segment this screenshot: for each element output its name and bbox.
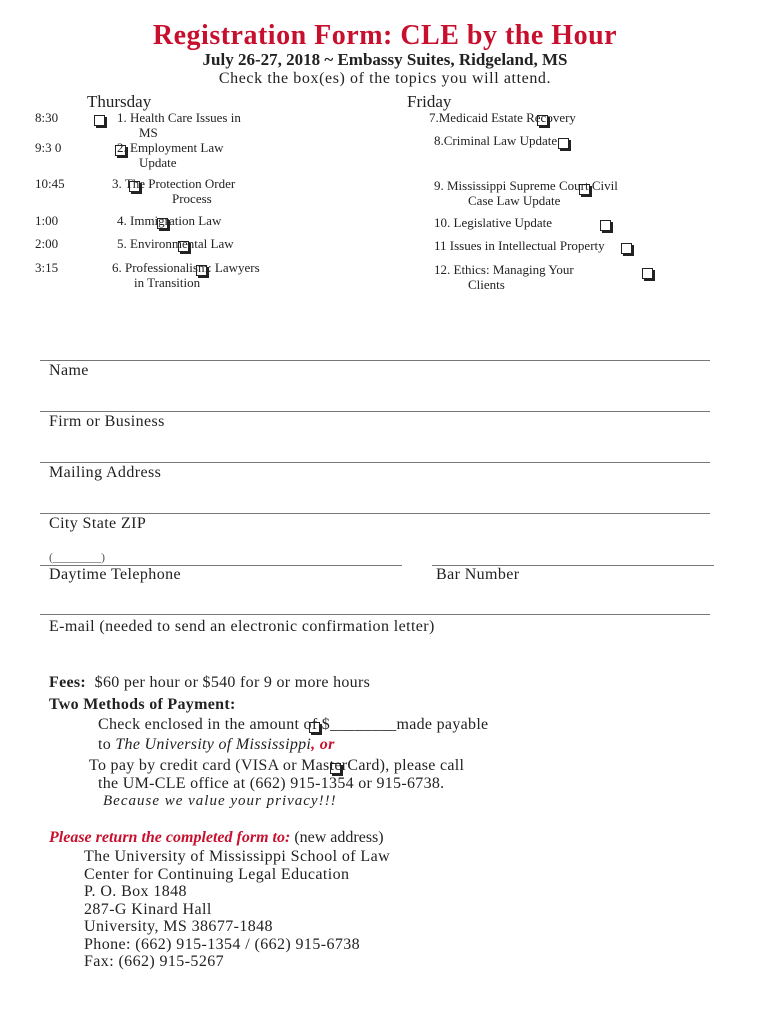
address-line: Center for Continuing Legal Education [84,865,350,883]
address-line: P. O. Box 1848 [84,883,187,900]
name-label: Name [49,362,89,379]
topic-10-label: 10. Legislative Update [434,215,553,230]
topic-7-label: 7.Medicaid Estate Recovery [429,110,576,125]
return-address [84,848,390,971]
topic-11-checkbox[interactable] [621,243,632,254]
form-title: Registration Form: CLE by the Hour [152,20,618,51]
check-line-1: Check enclosed in the amount of $________made payable [98,716,489,733]
session-time: 10:45 [35,176,65,191]
topic-1-checkbox[interactable] [94,115,105,126]
session-time: 2:00 [35,236,59,251]
phone-area-code-blank: (________) [49,550,105,564]
email-label: E-mail (needed to send an electronic confirmation letter) [49,618,435,635]
city-state-zip-input-line[interactable] [40,513,710,514]
topic-2-label: 2. Employment Law Update [117,140,224,170]
topic-1-label: 1. Health Care Issues in MS [117,110,241,140]
mailing-address-label: Mailing Address [49,464,162,481]
session-time: 9:3 0 [35,140,62,155]
topic-9-label: 9. Mississippi Supreme Court Civil Case Law Update [434,178,618,208]
session-time: 8:30 [35,110,59,125]
city-state-zip-label: City State ZIP [49,515,147,532]
return-heading: Please return the completed form to: (new address) [49,829,384,846]
topic-5-label: 5. Environmental Law [117,236,234,251]
address-line: University, MS 38677-1848 [84,918,273,935]
firm-input-line[interactable] [40,411,710,412]
address-line: The University of Mississippi School of Law [84,848,391,865]
thursday-heading: Thursday [87,92,152,111]
session-time: 1:00 [35,213,59,228]
topic-8-checkbox[interactable] [558,138,569,149]
fees-line: Fees: $60 per hour or $540 for 9 or more hours [49,674,371,691]
card-line-1: To pay by credit card (VISA or MasterCard), please call [89,757,465,774]
topic-11-label: 11 Issues in Intellectual Property [434,238,605,253]
address-line: Fax: (662) 915-5267 [84,953,225,970]
topic-12-checkbox[interactable] [642,268,653,279]
instruction-text: Check the box(es) of the topics you will attend. [218,70,552,87]
topic-4-label: 4. Immigration Law [117,213,222,228]
address-line: Phone: (662) 915-1354 / (662) 915-6738 [84,935,361,953]
friday-heading: Friday [407,92,452,111]
privacy-note: Because we value your privacy!!! [103,793,337,809]
session-time: 3:15 [35,260,59,275]
topic-12-label: 12. Ethics: Managing Your Clients [434,262,574,292]
card-line-2: the UM-CLE office at (662) 915-1354 or 915-6738. [98,775,445,792]
phone-label: Daytime Telephone [49,566,182,583]
topic-3-label: 3. The Protection Order Process [112,176,236,206]
firm-label: Firm or Business [49,413,165,430]
name-input-line[interactable] [40,360,710,361]
email-input-line[interactable] [40,614,710,615]
address-line: 287-G Kinard Hall [84,900,212,918]
topic-10-checkbox[interactable] [600,220,611,231]
mailing-address-input-line[interactable] [40,462,710,463]
topic-8-label: 8.Criminal Law Update [434,133,558,148]
check-line-2: to The University of Mississippi, or [98,736,335,753]
bar-number-label: Bar Number [436,566,520,583]
payment-methods-title: Two Methods of Payment: [49,696,236,713]
topic-6-label: 6. Professionalism: Lawyers in Transition [112,260,260,290]
event-date-location: July 26-27, 2018 ~ Embassy Suites, Ridgeland, MS [202,50,568,69]
